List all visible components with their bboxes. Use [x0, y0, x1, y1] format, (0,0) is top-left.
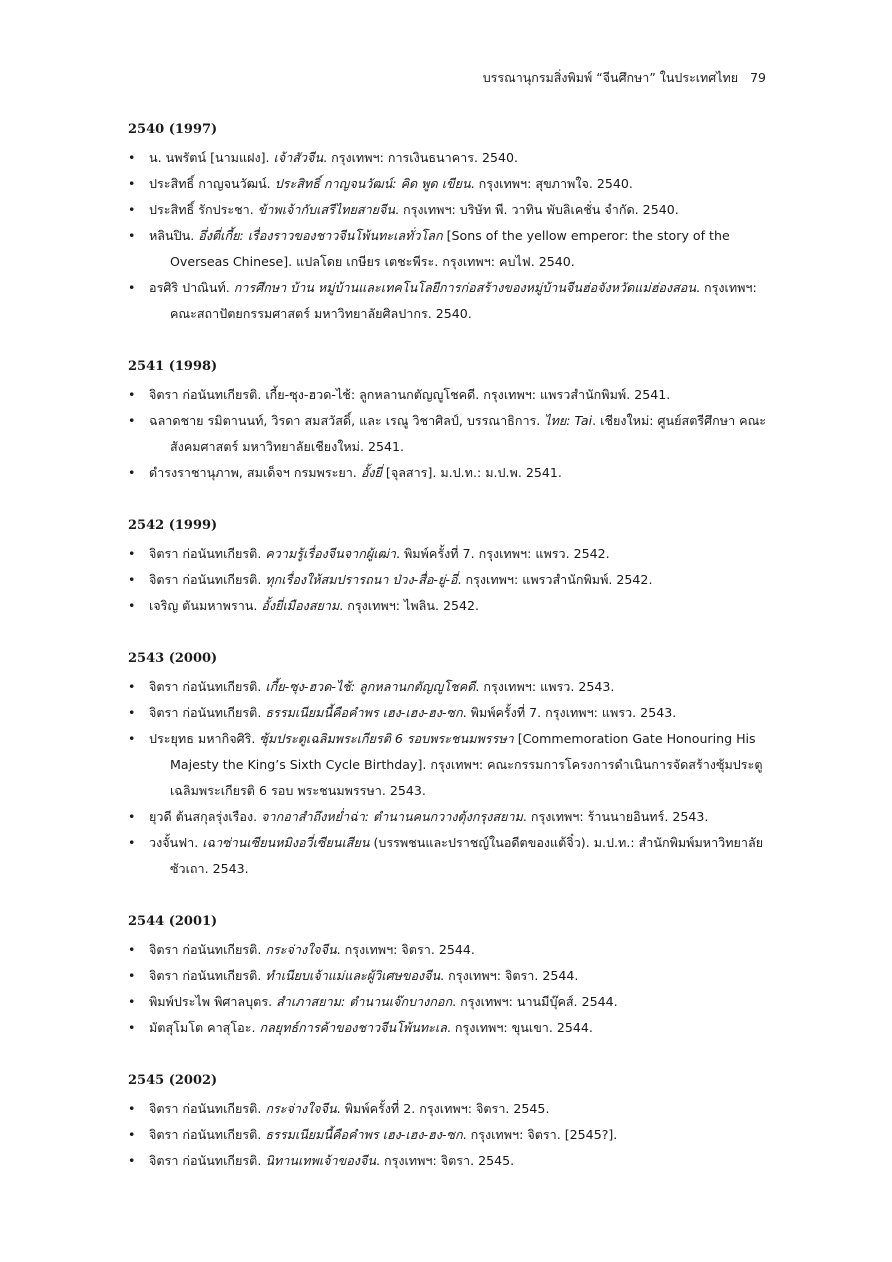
year-section — [128, 650, 768, 882]
bibliography-entry — [128, 726, 768, 804]
entry-list — [128, 541, 768, 619]
entry-text: มัตสุโมโต คาสุโอะ. — [149, 1020, 260, 1035]
entry-text: จิตรา ก่อนันทเกียรติ. — [149, 1153, 266, 1168]
entry-title: เฉาซ่านเซียนหมิงอวี่เซียนเสียน — [202, 835, 370, 850]
entry-text: . กรุงเทพฯ: จิตรา. 2544. — [336, 942, 475, 957]
entry-title: ไทย: Tai — [544, 413, 593, 428]
entry-title: กระจ่างใจจีน — [265, 1101, 337, 1116]
year-heading: 2540 (1997) — [128, 122, 218, 137]
entry-title: อั้งยี่ — [360, 465, 382, 480]
entry-text: จิตรา ก่อนันทเกียรติ. — [149, 968, 266, 983]
entry-text: . เชียงใหม่: ศูนย์สตรีศึกษา คณะสังคมศาสตร์ มหาวิทยาลัยเชียงใหม่. 2541. — [170, 413, 767, 454]
year-heading: 2545 (2002) — [128, 1073, 218, 1088]
bibliography-entry — [128, 408, 768, 460]
entry-text: . พิมพ์ครั้งที่ 7. กรุงเทพฯ: แพรว. 2543. — [462, 705, 677, 720]
entry-title: สำเภาสยาม: ตำนานเจ๊กบางกอก — [276, 994, 453, 1009]
bibliography-entry — [128, 145, 768, 171]
entry-title: ทุกเรื่องให้สมปรารถนา ป่วง-สื่อ-ยู่-อี่ — [265, 572, 458, 587]
entry-text: ประสิทธิ์ กาญจนวัฒน์. — [149, 176, 275, 191]
entry-title: การศึกษา บ้าน หมู่บ้านและเทคโนโลยีการก่อสร้างของหมู่บ้านจีนฮ่อจังหวัดแม่ฮ่องสอน — [233, 280, 696, 295]
entry-list — [128, 937, 768, 1041]
entry-text: . พิมพ์ครั้งที่ 7. กรุงเทพฯ: แพรว. 2542. — [396, 546, 610, 561]
year-section — [128, 913, 768, 1041]
entry-text: . กรุงเทพฯ: การเงินธนาคาร. 2540. — [323, 150, 519, 165]
bibliography-body — [128, 121, 768, 1205]
bibliography-entry — [128, 674, 768, 700]
bibliography-entry — [128, 1015, 768, 1041]
bibliography-entry — [128, 963, 768, 989]
entry-text: ประยุทธ มหากิจศิริ. — [149, 731, 260, 746]
running-header — [483, 68, 766, 88]
entry-title: กลยุทธ์การค้าของชาวจีนโพ้นทะเล — [259, 1020, 447, 1035]
entry-title: ธรรมเนียมนี้คือคำพร เฮง-เฮง-ฮง-ซก — [265, 1127, 463, 1142]
bibliography-entry — [128, 937, 768, 963]
entry-title: ความรู้เรื่องจีนจากผู้เฒ่า — [265, 546, 396, 561]
bibliography-entry — [128, 382, 768, 408]
entry-text: จิตรา ก่อนันทเกียรติ. เกี้ย-ซุง-ฮวด-ไช้: ลูกหลานกตัญญูโชคดี. กรุงเทพฯ: แพรวสำนักพิมพ์. 2541. — [149, 387, 671, 402]
entry-text: (บรรพชนและปราชญ์ในอดีตของแต้จิ๋ว). ม.ป.ท.: สำนักพิมพ์มหาวิทยาลัยซัวเถา. 2543. — [170, 835, 764, 876]
entry-text: . กรุงเทพฯ: ร้านนายอินทร์. 2543. — [522, 809, 709, 824]
entry-text: วงจั้นฟา. — [149, 835, 203, 850]
entry-text: น. นพรัตน์ [นามแฝง]. — [149, 150, 274, 165]
entry-text: จิตรา ก่อนันทเกียรติ. — [149, 705, 266, 720]
year-heading: 2541 (1998) — [128, 359, 218, 374]
entry-text: . กรุงเทพฯ: จิตรา. 2544. — [440, 968, 579, 983]
entry-text: จิตรา ก่อนันทเกียรติ. — [149, 942, 266, 957]
entry-text: [จุลสาร]. ม.ป.ท.: ม.ป.พ. 2541. — [381, 465, 562, 480]
entry-title: นิทานเทพเจ้าของจีน — [265, 1153, 376, 1168]
entry-text: ยุวดี ต้นสกุลรุ่งเรือง. — [149, 809, 262, 824]
entry-text: ประสิทธิ์ รักประชา. — [149, 202, 258, 217]
entry-text: . กรุงเทพฯ: แพรว. 2543. — [475, 679, 615, 694]
entry-list — [128, 674, 768, 882]
entry-title: จากอาสำถึงหย่ำฉ่า: ตำนานคนกวางตุ้งกรุงสยาม — [261, 809, 523, 824]
entry-text: จิตรา ก่อนันทเกียรติ. — [149, 572, 266, 587]
entry-title: กระจ่างใจจีน — [265, 942, 337, 957]
bibliography-entry — [128, 223, 768, 275]
running-title: บรรณานุกรมสิ่งพิมพ์ “จีนศึกษา” ในประเทศไทย — [482, 70, 739, 85]
entry-text: ฉลาดชาย รมิตานนท์, วิรดา สมสวัสดิ์, และ เรณู วิชาศิลป์, บรรณาธิการ. — [149, 413, 545, 428]
entry-list — [128, 1096, 768, 1174]
bibliography-entry — [128, 1148, 768, 1174]
year-heading: 2543 (2000) — [128, 651, 218, 666]
entry-list — [128, 145, 768, 327]
entry-title: ธรรมเนียมนี้คือคำพร เฮง-เฮง-ฮง-ซก — [265, 705, 463, 720]
entry-title: ทำเนียบเจ้าแม่และผู้วิเศษของจีน — [265, 968, 441, 983]
entry-text: . กรุงเทพฯ: ขุนเขา. 2544. — [446, 1020, 593, 1035]
entry-text: อรศิริ ปาณินท์. — [149, 280, 234, 295]
bibliography-entry — [128, 197, 768, 223]
entry-title: ประสิทธิ์ กาญจนวัฒน์: คิด พูด เขียน — [274, 176, 471, 191]
entry-text: จิตรา ก่อนันทเกียรติ. — [149, 1101, 266, 1116]
bibliography-entry — [128, 593, 768, 619]
bibliography-entry — [128, 1096, 768, 1122]
entry-text: [Sons of the yellow emperor: the story of the Overseas Chinese]. แปลโดย เกษียร เตชะพีระ. กรุงเทพฯ: คบไฟ. 2540. — [170, 228, 730, 269]
bibliography-entry — [128, 830, 768, 882]
bibliography-entry — [128, 541, 768, 567]
bibliography-entry — [128, 804, 768, 830]
entry-title: อึ่งตี่เกี้ย: เรื่องราวของชาวจีนโพ้นทะเลทั่วโลก — [198, 228, 443, 243]
entry-text: จิตรา ก่อนันทเกียรติ. — [149, 1127, 266, 1142]
entry-text: . กรุงเทพฯ: สุขภาพใจ. 2540. — [470, 176, 633, 191]
entry-text: . กรุงเทพฯ: จิตรา. [2545?]. — [462, 1127, 618, 1142]
entry-text: . พิมพ์ครั้งที่ 2. กรุงเทพฯ: จิตรา. 2545. — [336, 1101, 550, 1116]
entry-text: . กรุงเทพฯ: บริษัท พี. วาทิน พับลิเคชั่น จำกัด. 2540. — [395, 202, 679, 217]
entry-text: . กรุงเทพฯ: คณะสถาปัตยกรรมศาสตร์ มหาวิทยาลัยศิลปากร. 2540. — [170, 280, 757, 321]
bibliography-entry — [128, 460, 768, 486]
entry-title: อั้งยี่เมืองสยาม — [261, 598, 340, 613]
bibliography-entry — [128, 171, 768, 197]
entry-text: . กรุงเทพฯ: นานมีบุ๊คส์. 2544. — [452, 994, 618, 1009]
entry-text: พิมพ์ประไพ พิศาลบุตร. — [149, 994, 277, 1009]
year-heading: 2544 (2001) — [128, 914, 218, 929]
entry-title: ข้าพเจ้ากับเสรีไทยสายจีน — [257, 202, 396, 217]
bibliography-entry — [128, 567, 768, 593]
bibliography-entry — [128, 275, 768, 327]
entry-text: . กรุงเทพฯ: ไพลิน. 2542. — [339, 598, 480, 613]
page-number: 79 — [750, 70, 766, 85]
entry-text: . กรุงเทพฯ: แพรวสำนักพิมพ์. 2542. — [457, 572, 653, 587]
entry-title: ซุ้มประตูเฉลิมพระเกียรติ 6 รอบพระชนมพรรษา — [259, 731, 514, 746]
entry-text: [Commemoration Gate Honouring His Majesty the King’s Sixth Cycle Birthday]. กรุงเทพฯ: คณะกรรมการโครงการดำเนินการจัดสร้างซุ้มประตูเฉลิมพระเกียรติ 6 รอบ พระชนมพรรษา. 2543. — [170, 731, 763, 798]
year-section — [128, 121, 768, 327]
entry-text: จิตรา ก่อนันทเกียรติ. — [149, 546, 266, 561]
bibliography-entry — [128, 700, 768, 726]
year-section — [128, 1072, 768, 1174]
bibliography-entry — [128, 1122, 768, 1148]
bibliography-entry — [128, 989, 768, 1015]
entry-text: ดำรงราชานุภาพ, สมเด็จฯ กรมพระยา. — [149, 465, 361, 480]
entry-text: เจริญ ตันมหาพราน. — [149, 598, 262, 613]
year-section — [128, 358, 768, 486]
entry-text: . กรุงเทพฯ: จิตรา. 2545. — [375, 1153, 515, 1168]
entry-text: จิตรา ก่อนันทเกียรติ. — [149, 679, 266, 694]
entry-title: เกี้ย-ซุง-ฮวด-ไช้: ลูกหลานกตัญญูโชคดี — [265, 679, 476, 694]
year-section — [128, 517, 768, 619]
entry-text: หลินปิน. — [149, 228, 199, 243]
entry-list — [128, 382, 768, 486]
year-heading: 2542 (1999) — [128, 518, 218, 533]
entry-title: เจ้าสัวจีน — [273, 150, 324, 165]
